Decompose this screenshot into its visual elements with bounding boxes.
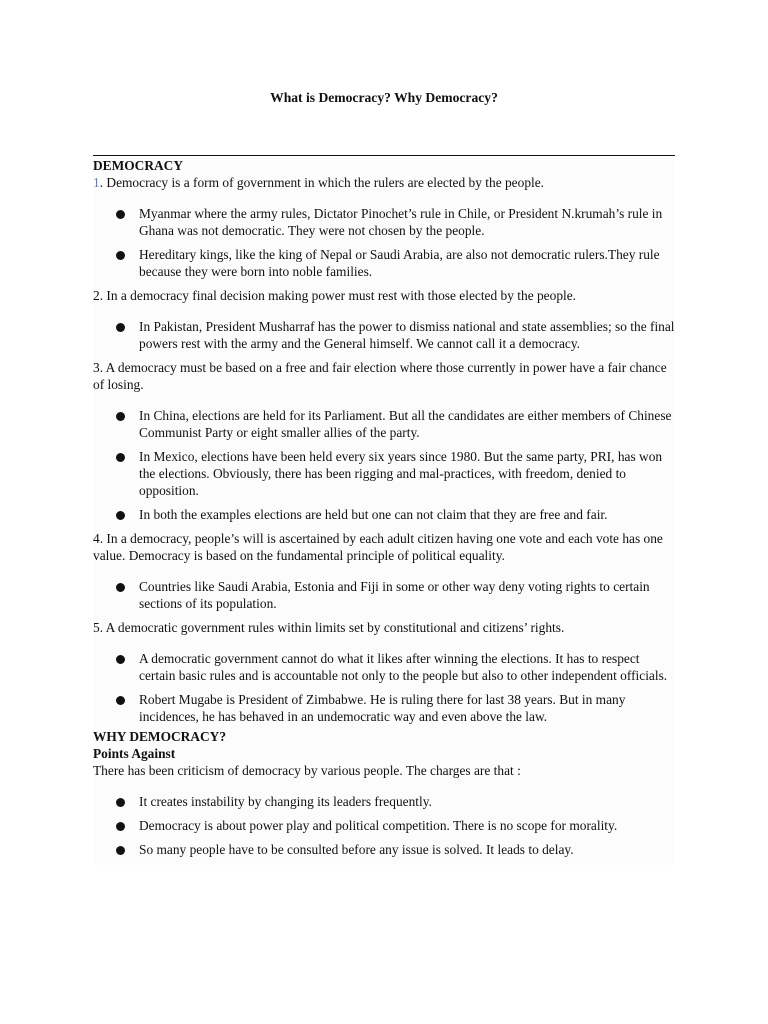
list-item xyxy=(93,650,675,684)
list-item xyxy=(93,506,675,523)
point-paragraph: 3. A democracy must be based on a free and fair election where those currently in power have a fair chance of losing. xyxy=(93,360,667,392)
bullet-list xyxy=(93,793,675,858)
list-item xyxy=(93,246,675,280)
list-item-text: In Pakistan, President Musharraf has the power to dismiss national and state assemblies; so the final powers rest with the army and the General himself. We cannot call it a democracy. xyxy=(139,319,675,351)
section-heading-democracy: DEMOCRACY xyxy=(93,158,184,173)
horizontal-rule xyxy=(93,155,675,156)
list-item xyxy=(93,318,675,352)
point-paragraph: 4. In a democracy, people’s will is ascertained by each adult citizen having one vote and each vote has one value. Democracy is based on the fundamental principle of political equality. xyxy=(93,531,663,563)
point-paragraph: 5. A democratic government rules within limits set by constitutional and citizens’ rights. xyxy=(93,620,565,635)
list-item-text: So many people have to be consulted before any issue is solved. It leads to delay. xyxy=(139,842,574,857)
subheading-points-against: Points Against xyxy=(93,746,176,761)
list-item xyxy=(93,448,675,499)
bullet-icon xyxy=(116,846,125,855)
bullet-icon xyxy=(116,251,125,260)
list-item xyxy=(93,793,675,810)
list-item-text: Robert Mugabe is President of Zimbabwe. He is ruling there for last 38 years. But in many incidences, he has behaved in an undemocratic way and even above the law. xyxy=(139,692,626,724)
list-item xyxy=(93,841,675,858)
list-item-text: In Mexico, elections have been held every six years since 1980. But the same party, PRI, has won the elections. Obviously, there has been rigging and mal-practices, with freedom, denied to opposition. xyxy=(139,449,663,498)
list-item-text: Countries like Saudi Arabia, Estonia and Fiji in some or other way deny voting rights to certain sections of its population. xyxy=(139,579,650,611)
list-item-text: Democracy is about power play and political competition. There is no scope for morality. xyxy=(139,818,618,833)
bullet-icon xyxy=(116,323,125,332)
bullet-list xyxy=(93,578,675,612)
list-item-text: Hereditary kings, like the king of Nepal or Saudi Arabia, are also not democratic rulers.They rule because they were born into noble families. xyxy=(139,247,660,279)
bullet-icon xyxy=(116,655,125,664)
bullet-icon xyxy=(116,511,125,520)
intro-paragraph: There has been criticism of democracy by various people. The charges are that : xyxy=(93,763,521,778)
bullet-list xyxy=(93,318,675,352)
list-item-text: In both the examples elections are held but one can not claim that they are free and fair. xyxy=(139,507,608,522)
list-item-text: Myanmar where the army rules, Dictator Pinochet’s rule in Chile, or President N.krumah’s rule in Ghana was not democratic. They were not chosen by the people. xyxy=(139,206,663,238)
bullet-icon xyxy=(116,453,125,462)
point-paragraph: 2. In a democracy final decision making power must rest with those elected by the people. xyxy=(93,288,577,303)
point-text: . Democracy is a form of government in which the rulers are elected by the people. xyxy=(99,175,545,190)
list-item xyxy=(93,578,675,612)
list-item xyxy=(93,691,675,725)
bullet-list xyxy=(93,205,675,280)
list-item-text: In China, elections are held for its Parliament. But all the candidates are either members of Chinese Communist Party or eight smaller allies of the party. xyxy=(139,408,672,440)
section-heading-why-democracy: WHY DEMOCRACY? xyxy=(93,729,227,744)
list-item xyxy=(93,817,675,834)
list-item xyxy=(93,407,675,441)
list-item-text: A democratic government cannot do what it likes after winning the elections. It has to respect certain basic rules and is accountable not only to the people but also to other independent officials. xyxy=(139,651,668,683)
bullet-icon xyxy=(116,696,125,705)
point-paragraph xyxy=(93,174,675,191)
bullet-icon xyxy=(116,822,125,831)
page-title: What is Democracy? Why Democracy? xyxy=(270,90,498,105)
point-number: 1 xyxy=(93,175,100,190)
bullet-icon xyxy=(116,583,125,592)
bullet-icon xyxy=(116,412,125,421)
list-item-text: It creates instability by changing its leaders frequently. xyxy=(139,794,432,809)
list-item xyxy=(93,205,675,239)
bullet-icon xyxy=(116,798,125,807)
document-body xyxy=(93,157,675,865)
bullet-list xyxy=(93,407,675,523)
bullet-list xyxy=(93,650,675,725)
bullet-icon xyxy=(116,210,125,219)
